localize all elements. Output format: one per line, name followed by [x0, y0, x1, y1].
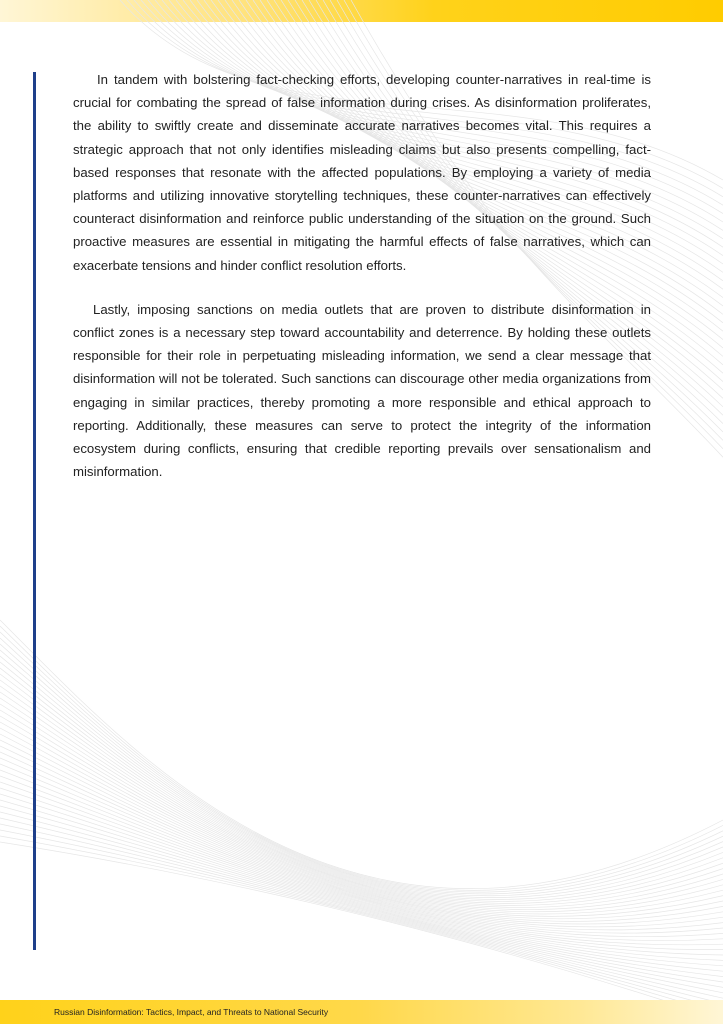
wave-line — [0, 644, 723, 896]
wave-line — [0, 836, 723, 1014]
document-body — [73, 68, 651, 483]
wave-line — [0, 764, 723, 950]
left-vertical-rule — [33, 72, 36, 950]
footer-title: Russian Disinformation: Tactics, Impact, and Threats to National Security — [54, 1007, 329, 1017]
wave-line — [0, 752, 723, 941]
wave-line — [0, 674, 723, 905]
wave-line — [0, 680, 723, 907]
wave-line — [0, 698, 723, 914]
paragraph: Lastly, imposing sanctions on media outlets that are proven to distribute disinformation in conflict zones is a necessary step toward accountability and deterrence. By holding these outlets responsible for their role in perpetuating misleading information, we send a clear message that disinformation will not be tolerated. Such sanctions can discourage other media organizations from engaging in similar practices, thereby promoting a more responsible and ethical approach to reporting. Additionally, these measures can serve to protect the integrity of the information ecosystem during conflicts, ensuring that credible reporting prevails over sensationalism and misinformation. — [73, 301, 651, 480]
wave-line — [0, 638, 723, 894]
paragraph: In tandem with bolstering fact-checking efforts, developing counter-narratives in real-time is crucial for combating the spread of false information during crises. As disinformation proliferates, the ability to swiftly create and disseminate accurate narratives becomes vital. This requires a strategic approach that not only identifies misleading claims but also presents compelling, fact-based responses that resonate with the affected populations. By employing a variety of media platforms and utilizing innovative storytelling techniques, these counter-narratives can effectively counteract disinformation and reinforce public understanding of the situation on the ground. Such proactive measures are essential in mitigating the harmful effects of false narratives, which can exacerbate tensions and hinder conflict resolution efforts. — [73, 72, 651, 273]
wave-line — [0, 668, 723, 903]
wave-line — [0, 656, 723, 900]
wave-line — [0, 800, 723, 982]
wave-line — [0, 842, 723, 1020]
